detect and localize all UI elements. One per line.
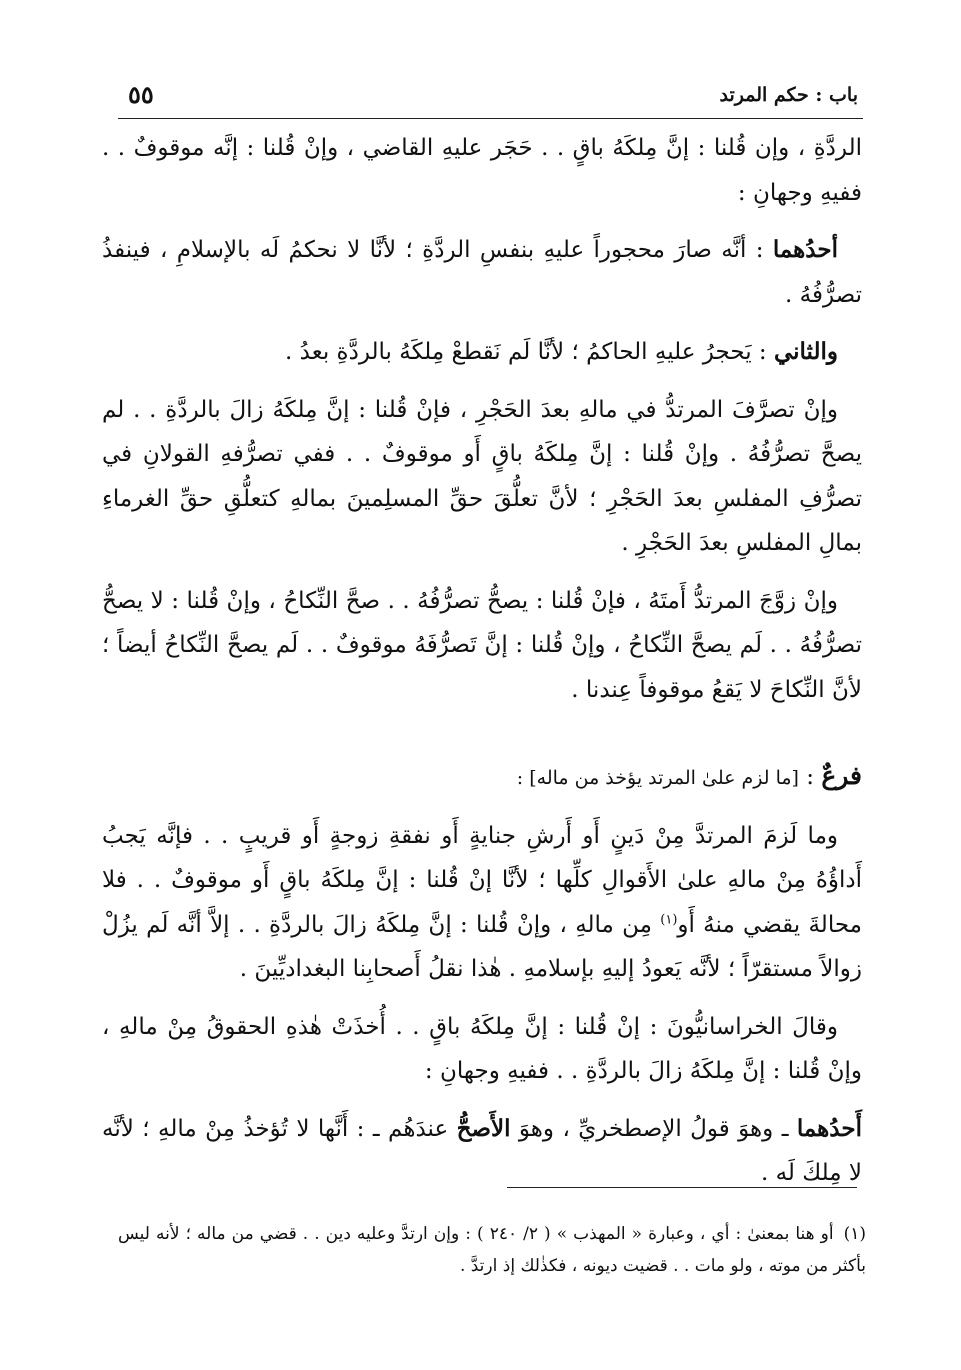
paragraph-7: وقالَ الخراسانيُّونَ : إنْ قُلنا : إنَّ مِلكَهُ باقٍ . . أُخذَتْ هٰذهِ الحقوقُ مِنْ مالهِ ، وإنْ قُلنا : إنَّ مِلكَهُ زالَ بالردَّةِ . . ففيهِ وجهانِ : <box>102 1013 862 1084</box>
footnote <box>118 1218 866 1282</box>
footnote-text: أو هنا بمعنىٰ : أي ، وعبارة « المهذب » ( ٢/ ٢٤٠ ) : وإن ارتدَّ وعليه دين . . قضي من ماله ؛ لأنه ليس بأكثر من موته ، ولو مات . . قضيت ديونه ، فكذٰلك إذ ارتدَّ . <box>118 1224 866 1276</box>
paragraph-8-lead: أَحدُهما <box>796 1114 862 1142</box>
page-number: ٥٥ <box>128 80 154 109</box>
page-header <box>118 80 858 114</box>
paragraph-8-text: عندَهُم ـ : أَنَّها لا تُؤخذُ مِنْ مالهِ ؛ لأنَّه لا مِلكَ لَه . <box>102 1115 862 1186</box>
section-heading <box>102 754 862 801</box>
footnote-number: (١) <box>843 1224 866 1244</box>
paragraph-3-lead: والثاني <box>773 338 838 365</box>
section-heading-separator: : <box>798 764 822 790</box>
paragraph-2 <box>102 228 862 317</box>
paragraph-6 <box>102 814 862 992</box>
main-text <box>102 126 862 1209</box>
paragraph-1: الردَّةِ ، وإن قُلنا : إنَّ مِلكَهُ باقٍ . . حَجَر عليهِ القاضي ، وإنْ قُلنا : إنَّه موقوفٌ . . ففيهِ وجهانِ : <box>102 135 862 206</box>
paragraph-6-part-a: وما لَزمَ المرتدَّ مِنْ دَينٍ أَو أَرشِ جنايةٍ أَو نفقةِ زوجةٍ أَو قريبٍ . . فإنَّه يَجبُ أَداؤُهُ مِنْ مالهِ علىٰ الأَقوالِ كلِّها ؛ لأنَّا إنْ قُلنا : إنَّ مِلكَهُ باقٍ أَو موقوفٌ . . فلا محالةَ يقضي منهُ أَو <box>102 822 862 938</box>
paragraph-4: وإنْ تصرَّفَ المرتدُّ في مالهِ بعدَ الحَجْرِ ، فإنْ قُلنا : إنَّ مِلكَهُ زالَ بالردَّةِ . . لم يصحَّ تصرُّفُهُ . وإنْ قُلنا : إنَّ مِلكَهُ باقٍ أَو موقوفٌ . . ففي تصرُّفهِ القولانِ في تصرُّفِ المفلسِ بعدَ الحَجْرِ ؛ لأنَّ تعلُّقَ حقِّ المسلِمينَ بمالهِ كتعلُّقِ حقِّ الغرماءِ بمالِ المفلسِ بعدَ الحَجْرِ . <box>102 396 862 556</box>
paragraph-3 <box>102 330 862 375</box>
section-heading-title: فرعٌ <box>821 761 862 790</box>
section-heading-subtitle: [ما لزم علىٰ المرتد يؤخذ من ماله] : <box>516 767 799 789</box>
paragraph-5: وإنْ زوَّجَ المرتدُّ أَمتَهُ ، فإنْ قُلنا : يصحُّ تصرُّفُهُ . . صحَّ النِّكاحُ ، وإنْ قُلنا : لا يصحُّ تصرُّفُهُ . . لَم يصحَّ النِّكاحُ ، وإنْ قُلنا : إنَّ تَصرُّفَهُ موقوفٌ . . لَم يصحَّ النِّكاحُ أيضاً ؛ لأنَّ النِّكاحَ لا يَقعُ موقوفاً عِندنا . <box>102 587 862 703</box>
paragraph-3-text: : يَحجرُ عليهِ الحاكمُ ؛ لأنَّا لَم نَقطعْ مِلكَهُ بالردَّةِ بعدُ . <box>285 339 774 365</box>
paragraph-8-emphasis: الأَصحُّ <box>456 1114 511 1142</box>
footnote-divider <box>507 1187 857 1188</box>
header-divider <box>118 118 863 119</box>
paragraph-2-text: : أنَّه صارَ محجوراً عليهِ بنفسِ الردَّةِ ؛ لأنَّا لا نحكمُ لَه بالإسلامِ ، فينفذُ تصرُّفُهُ . <box>102 237 862 308</box>
chapter-title: باب : حكم المرتد <box>719 84 858 106</box>
paragraph-6-part-b: مِن مالهِ ، وإنْ قُلنا : إنَّ مِلكَهُ زالَ بالردَّةِ . . إلاَّ أنَّه لَم يزُلْ زوالاً مستقرّاً ؛ لأنَّه يَعودُ إليهِ بإسلامهِ . هٰذا نقلُ أَصحابِنا البغداديِّينَ . <box>102 911 862 982</box>
footnote-marker[interactable]: (١) <box>660 911 678 927</box>
paragraph-8 <box>102 1107 862 1196</box>
paragraph-2-lead: أحدُهما <box>772 236 838 263</box>
paragraph-8-mid: ـ وهوَ قولُ الإصطخريِّ ، وهوَ <box>510 1115 797 1142</box>
